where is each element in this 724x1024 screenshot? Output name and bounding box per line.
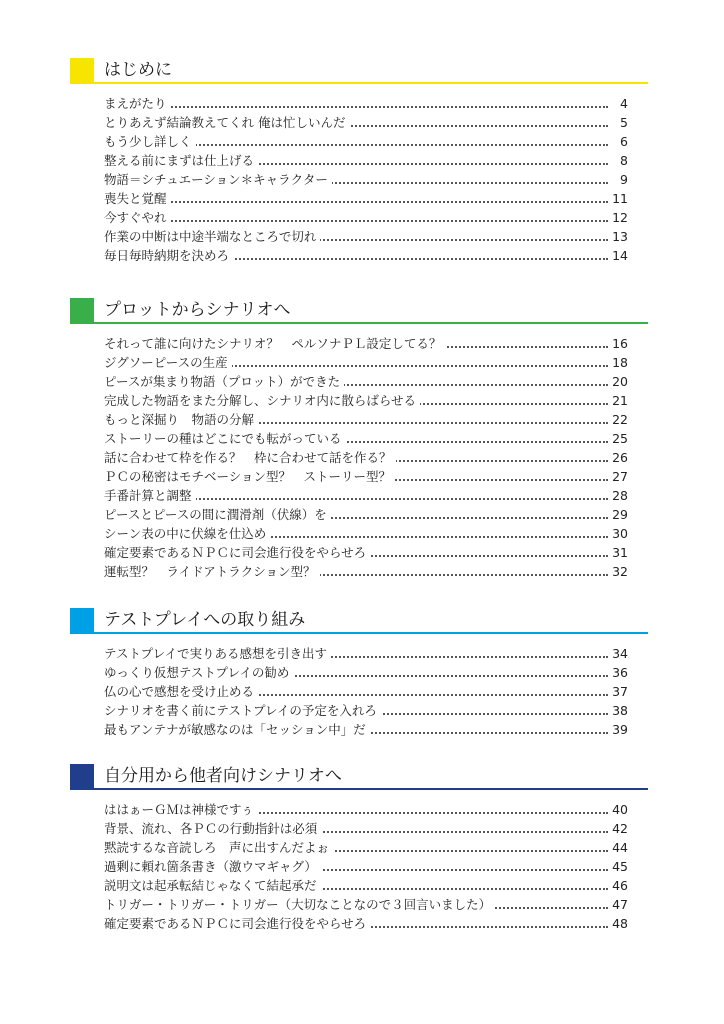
entry-page: 32 [608,562,628,581]
entry-page: 45 [608,857,628,876]
toc-entry[interactable] [104,372,628,391]
section-title: テストプレイへの取り組み [104,610,306,630]
entry-title: 今すぐやれ [104,208,171,227]
toc-entry[interactable] [104,170,628,189]
toc-entries [104,334,628,581]
entry-title: まえがたり [104,94,171,113]
section-rule [70,632,648,634]
entry-page: 38 [608,701,628,720]
entry-title: ＰＣの秘密はモチベーション型？ ストーリー型？ [104,467,395,486]
toc-entry[interactable] [104,505,628,524]
entry-title: 完成した物語をまた分解し、シナリオ内に散らばらせる [104,391,420,410]
toc-entry[interactable] [104,819,628,838]
dot-leader [104,201,608,203]
toc-entry[interactable] [104,857,628,876]
entry-page: 42 [608,819,628,838]
toc-entry[interactable] [104,94,628,113]
entry-title: 話に合わせて枠を作る？ 枠に合わせて話を作る？ [104,448,396,467]
entry-page: 31 [608,543,628,562]
entry-page: 47 [608,895,628,914]
section-header [70,298,648,324]
entry-title: ピースが集まり物語（プロット）ができた [104,372,344,391]
section-color-marker [70,58,94,82]
toc-entry[interactable] [104,663,628,682]
section-title: 自分用から他者向けシナリオへ [104,766,342,786]
entry-page: 46 [608,876,628,895]
toc-entry[interactable] [104,800,628,819]
entry-page: 36 [608,663,628,682]
section-plot-to-scenario [70,298,648,579]
entry-page: 34 [608,644,628,663]
entry-page: 20 [608,372,628,391]
entry-title: それって誰に向けたシナリオ？ ペルソナＰＬ設定してる？ [104,334,445,353]
entry-title: トリガー・トリガー・トリガー（大切なことなので３回言いました） [104,895,495,914]
toc-entry[interactable] [104,895,628,914]
entry-title: シナリオを書く前にテストプレイの予定を入れろ [104,701,381,720]
entry-title: ジグソーピースの生産 [104,353,232,372]
toc-entry[interactable] [104,914,628,933]
toc-entry[interactable] [104,486,628,505]
section-title: はじめに [104,60,172,80]
entry-title: 確定要素であるＮＰＣに司会進行役をやらせろ [104,914,370,933]
entry-page: 5 [608,113,628,132]
entry-title: 作業の中断は中途半端なところで切れ [104,227,320,246]
entry-page: 8 [608,151,628,170]
entry-title: もう少し詳しく [104,132,196,151]
entry-page: 16 [608,334,628,353]
entry-page: 26 [608,448,628,467]
entry-title: もっと深掘り 物語の分解 [104,410,258,429]
entry-page: 37 [608,682,628,701]
dot-leader [104,220,608,222]
toc-entry[interactable] [104,876,628,895]
entry-title: 喪失と覚醒 [104,189,171,208]
entry-page: 39 [608,720,628,739]
toc-entry[interactable] [104,838,628,857]
section-for-others [70,764,648,931]
toc-entry[interactable] [104,113,628,132]
entry-page: 4 [608,94,628,113]
section-header [70,764,648,790]
entry-page: 30 [608,524,628,543]
entry-title: 背景、流れ、各ＰＣの行動指針は必須 [104,819,321,838]
entry-title: テストプレイで実りある感想を引き出す [104,644,331,663]
toc-entry[interactable] [104,189,628,208]
entry-title: ははぁーＧＭは神様ですぅ [104,800,258,819]
section-rule [70,322,648,324]
toc-entry[interactable] [104,644,628,663]
entry-title: 最もアンテナが敏感なのは「セッション中」だ [104,720,370,739]
entry-title: 運転型？ ライドアトラクション型？ [104,562,320,581]
toc-entries [104,644,628,739]
toc-entry[interactable] [104,701,628,720]
entry-page: 6 [608,132,628,151]
toc-entry[interactable] [104,246,628,265]
entry-title: シーン表の中に伏線を仕込め [104,524,270,543]
toc-entry[interactable] [104,524,628,543]
toc-entry[interactable] [104,562,628,581]
section-testplay [70,608,648,737]
toc-entry[interactable] [104,429,628,448]
toc-entry[interactable] [104,353,628,372]
section-header [70,58,648,84]
entry-page: 14 [608,246,628,265]
toc-entry[interactable] [104,720,628,739]
entry-page: 18 [608,353,628,372]
toc-entries [104,800,628,933]
section-color-marker [70,764,94,788]
toc-entry[interactable] [104,151,628,170]
entry-title: 確定要素であるＮＰＣに司会進行役をやらせろ [104,543,370,562]
entry-title: 説明文は起承転結じゃなくて結起承だ [104,876,321,895]
entry-page: 12 [608,208,628,227]
entry-page: 25 [608,429,628,448]
toc-entry[interactable] [104,391,628,410]
entry-title: とりあえず結論教えてくれ 俺は忙しいんだ [104,113,349,132]
entry-title: 黙読するな音読しろ 声に出すんだよぉ [104,838,333,857]
section-color-marker [70,298,94,322]
section-introduction [70,58,648,263]
toc-entry[interactable] [104,467,628,486]
entry-page: 40 [608,800,628,819]
toc-entry[interactable] [104,334,628,353]
entry-page: 13 [608,227,628,246]
toc-entry[interactable] [104,682,628,701]
toc-entry[interactable] [104,227,628,246]
entry-page: 22 [608,410,628,429]
entry-title: ストーリーの種はどこにでも転がっている [104,429,346,448]
toc-entry[interactable] [104,208,628,227]
section-header [70,608,648,634]
toc-entry[interactable] [104,410,628,429]
entry-title: 整える前にまずは仕上げる [104,151,258,170]
entry-title: ピースとピースの間に潤滑剤（伏線）を [104,505,331,524]
entry-page: 44 [608,838,628,857]
toc-entries [104,94,628,265]
section-title: プロットからシナリオへ [104,300,291,320]
toc-entry[interactable] [104,448,628,467]
section-rule [70,788,648,790]
entry-page: 11 [608,189,628,208]
entry-page: 27 [608,467,628,486]
entry-title: 手番計算と調整 [104,486,196,505]
entry-page: 28 [608,486,628,505]
dot-leader [104,106,608,108]
toc-entry[interactable] [104,132,628,151]
entry-title: ゆっくり仮想テストプレイの勧め [104,663,293,682]
entry-page: 21 [608,391,628,410]
entry-title: 過剰に頼れ箇条書き（激ウマギャグ） [104,857,321,876]
entry-page: 9 [608,170,628,189]
toc-entry[interactable] [104,543,628,562]
entry-page: 29 [608,505,628,524]
entry-title: 仏の心で感想を受け止める [104,682,258,701]
section-rule [70,82,648,84]
section-color-marker [70,608,94,632]
entry-title: 物語＝シチュエーション＊キャラクター [104,170,332,189]
entry-page: 48 [608,914,628,933]
entry-title: 毎日毎時納期を決めろ [104,246,233,265]
